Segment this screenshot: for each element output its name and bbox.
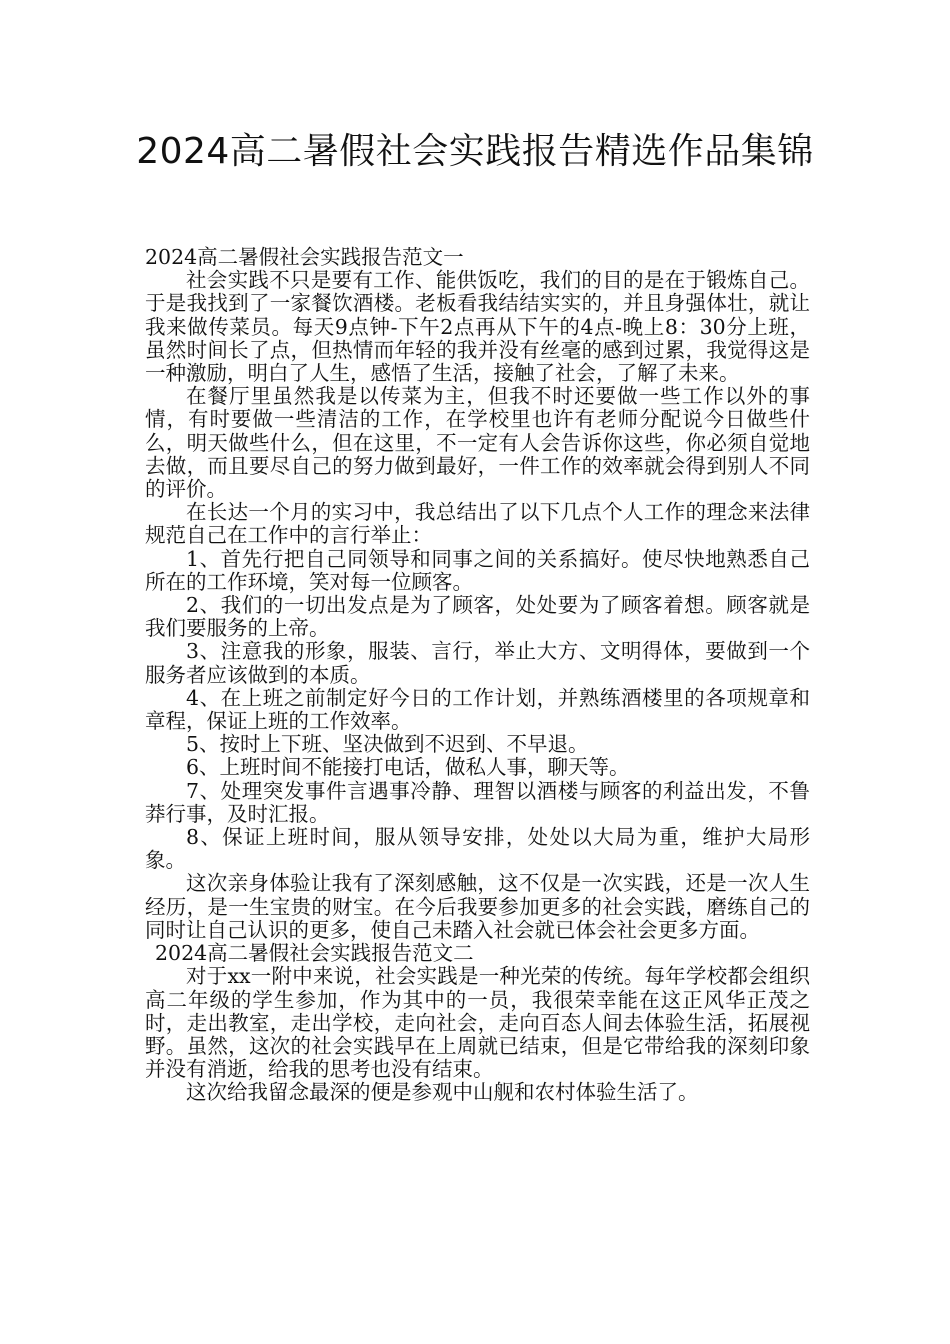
paragraph: 这次给我留念最深的便是参观中山舰和农村体验生活了。 bbox=[186, 1080, 699, 1105]
paragraph: 对于xx一附中来说，社会实践是一种光荣的传统。每年学校都会组织高二年级的学生参加，作为其中的一员，我很荣幸能在这正风华正茂之时，走出教室，走出学校，走向社会，走向百态人间去体验生活，拓展视野。虽然，这次的社会实践早在上周就已结束，但是它带给我的深刻印象并没有消逝，给我的思考也没有结束。 bbox=[145, 964, 810, 1082]
list-item-8: 8、保证上班时间，服从领导安排，处处以大局为重，维护大局形象。 bbox=[145, 825, 810, 873]
list-item-1: 1、首先行把自己同领导和同事之间的关系搞好。使尽快地熟悉自己所在的工作环境，笑对每一位顾客。 bbox=[145, 546, 810, 594]
section-heading-1: 2024高二暑假社会实践报告范文一 bbox=[145, 245, 464, 269]
paragraph: 这次亲身体验让我有了深刻感触，这不仅是一次实践，还是一次人生经历，是一生宝贵的财宝。在今后我要参加更多的社会实践，磨练自己的同时让自己认识的更多，使自己未踏入社会就已体会社会更多方面。 bbox=[145, 871, 810, 942]
paragraph: 社会实践不只是要有工作、能供饭吃，我们的目的是在于锻炼自己。于是我找到了一家餐饮酒楼。老板看我结结实实的，并且身强体壮，就让我来做传菜员。每天9点钟-下午2点再从下午的4点-晚上8：30分上班，虽然时间长了点，但热情而年轻的我并没有丝毫的感到过累，我觉得这是一种激励，明白了人生，感悟了生活，接触了社会，了解了未来。 bbox=[145, 268, 810, 386]
paragraph: 在长达一个月的实习中，我总结出了以下几点个人工作的理念来法律规范自己在工作中的言行举止： bbox=[145, 500, 810, 548]
list-item-7: 7、处理突发事件言遇事冷静、理智以酒楼与顾客的利益出发，不鲁莽行事，及时汇报。 bbox=[145, 778, 810, 826]
list-item-2: 2、我们的一切出发点是为了顾客，处处要为了顾客着想。顾客就是我们要服务的上帝。 bbox=[145, 593, 810, 641]
section-heading-2: 2024高二暑假社会实践报告范文二 bbox=[155, 941, 474, 966]
list-item-4: 4、在上班之前制定好今日的工作计划，并熟练酒楼里的各项规章和章程，保证上班的工作效率。 bbox=[145, 685, 810, 734]
list-item-3: 3、注意我的形象，服装、言行，举止大方、文明得体，要做到一个服务者应该做到的本质。 bbox=[145, 639, 810, 687]
list-item-5: 5、按时上下班、坚决做到不迟到、不早退。 bbox=[186, 732, 589, 757]
document-title: 2024高二暑假社会实践报告精选作品集锦 bbox=[136, 131, 814, 172]
list-item-6: 6、上班时间不能接打电话，做私人事，聊天等。 bbox=[186, 755, 630, 780]
document-body bbox=[145, 246, 810, 1105]
paragraph: 在餐厅里虽然我是以传菜为主，但我不时还要做一些工作以外的事情，有时要做一些清洁的工作，在学校里也许有老师分配说今日做些什么，明天做些什么，但在这里，不一定有人会告诉你这些，你必须自觉地去做，而且要尽自己的努力做到最好，一件工作的效率就会得到别人不同的评价。 bbox=[145, 384, 810, 502]
